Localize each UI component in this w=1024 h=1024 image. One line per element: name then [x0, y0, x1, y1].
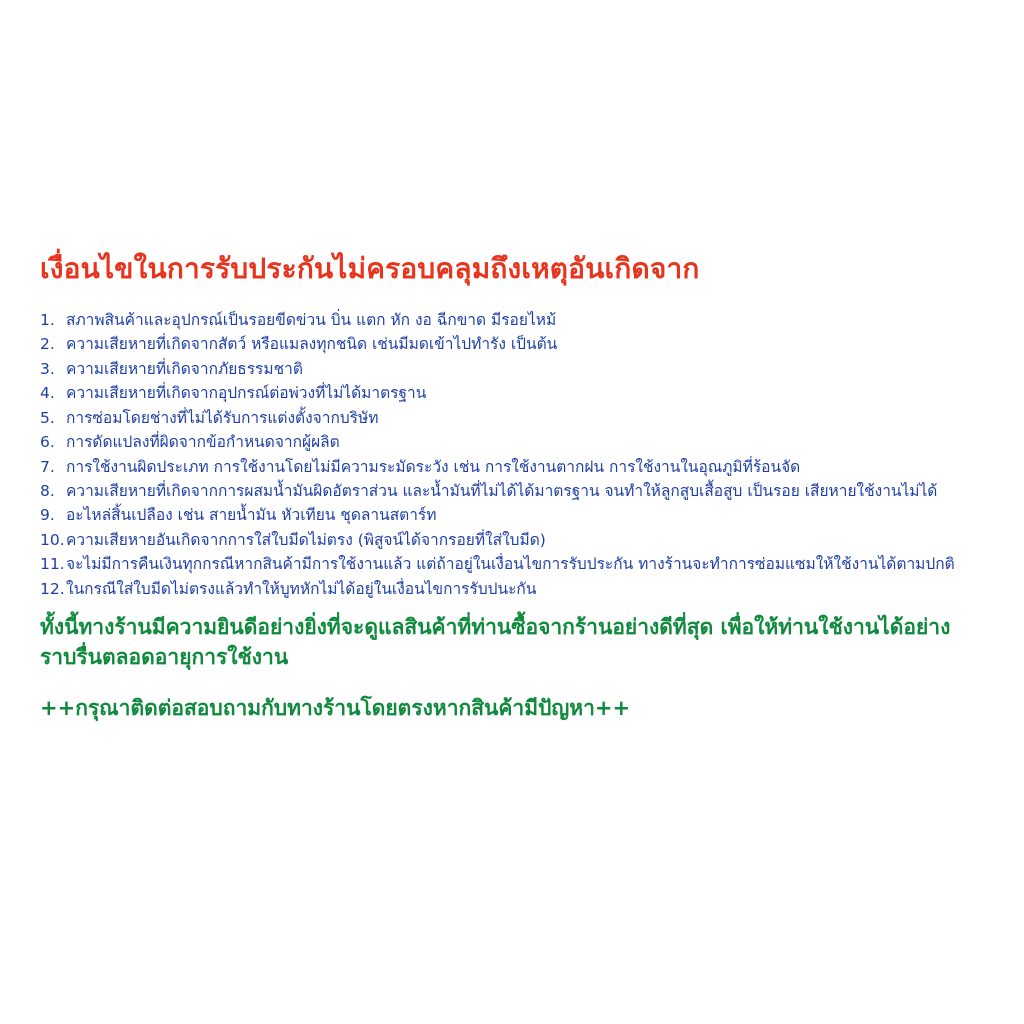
closing-paragraph: ทั้งนี้ทางร้านมีความยินดีอย่างยิ่งที่จะดูแลสินค้าที่ท่านซื้อจากร้านอย่างดีที่สุด เพื่อให้ท่านใช้งานได้อย่างราบรื่นตลอดอายุการใช้งาน — [40, 615, 951, 670]
clause-number: 1. — [40, 310, 55, 329]
closing-note: ++กรุณาติดต่อสอบถามกับทางร้านโดยตรงหากสินค้ามีปัญหา++ — [40, 696, 631, 721]
clause-text: ความเสียหายที่เกิดจากอุปกรณ์ต่อพ่วงที่ไม่ได้มาตรฐาน — [66, 384, 427, 403]
clause-text: อะไหล่สิ้นเปลือง เช่น สายน้ำมัน หัวเทียน ชุดลานสตาร์ท — [66, 506, 437, 525]
clause-number: 12. — [40, 579, 65, 598]
clause-number: 11. — [40, 555, 65, 574]
clause-text: ความเสียหายที่เกิดจากการผสมน้ำมันผิดอัตราส่วน และน้ำมันที่ไม่ได้ได้มาตรฐาน จนทำให้ลูกสูบเสื้อสูบ เป็นรอย เสียหายใช้งานไม่ได้ — [66, 481, 938, 500]
list-item — [40, 357, 990, 381]
clause-number: 10. — [40, 530, 65, 549]
list-item — [40, 528, 990, 552]
clause-number: 5. — [40, 408, 55, 427]
clause-text: จะไม่มีการคืนเงินทุกกรณีหากสินค้ามีการใช้งานแล้ว แต่ถ้าอยู่ในเงื่อนไขการรับประกัน ทางร้านจะทำการซ่อมแซมให้ใช้งานได้ตามปกติ — [66, 555, 955, 574]
list-item — [40, 503, 990, 527]
clause-number: 6. — [40, 433, 55, 452]
clause-text: ความเสียหายที่เกิดจากภัยธรรมชาติ — [66, 359, 303, 378]
clause-text: ความเสียหายอันเกิดจากการใส่ใบมีดไม่ตรง (พิสูจน์ได้จากรอยที่ใส่ใบมีด) — [66, 530, 546, 549]
clause-number: 4. — [40, 384, 55, 403]
list-item — [40, 455, 990, 479]
clause-text: การซ่อมโดยช่างที่ไม่ได้รับการแต่งตั้งจากบริษัท — [66, 408, 379, 427]
list-item — [40, 308, 990, 332]
document-content — [40, 252, 990, 745]
list-item — [40, 406, 990, 430]
clause-number: 7. — [40, 457, 55, 476]
clause-text: ความเสียหายที่เกิดจากสัตว์ หรือแมลงทุกชนิด เช่นมีมดเข้าไปทำรัง เป็นต้น — [66, 335, 558, 354]
list-item — [40, 381, 990, 405]
clause-text: สภาพสินค้าและอุปกรณ์เป็นรอยขีดข่วน บิ่น แตก หัก งอ ฉีกขาด มีรอยไหม้ — [66, 310, 557, 329]
clause-number: 2. — [40, 335, 55, 354]
list-item — [40, 430, 990, 454]
clause-text: การดัดแปลงที่ผิดจากข้อกำหนดจากผู้ผลิต — [66, 433, 340, 452]
clause-number: 9. — [40, 506, 55, 525]
clause-text: ในกรณีใส่ใบมีดไม่ตรงแล้วทำให้บูทหักไม่ได้อยู่ในเงื่อนไขการรับปนะกัน — [66, 579, 537, 598]
clause-number: 3. — [40, 359, 55, 378]
list-item — [40, 577, 990, 601]
list-item — [40, 552, 990, 576]
list-item — [40, 479, 990, 503]
clause-text: การใช้งานผิดประเภท การใช้งานโดยไม่มีความระมัดระวัง เช่น การใช้งานตากฝน การใช้งานในอุณภูมิที่ร้อนจัด — [66, 457, 801, 476]
clause-number: 8. — [40, 481, 55, 500]
warranty-exclusion-list — [40, 308, 990, 602]
page-title: เงื่อนไขในการรับประกันไม่ครอบคลุมถึงเหตุอันเกิดจาก — [40, 252, 700, 285]
list-item — [40, 332, 990, 356]
